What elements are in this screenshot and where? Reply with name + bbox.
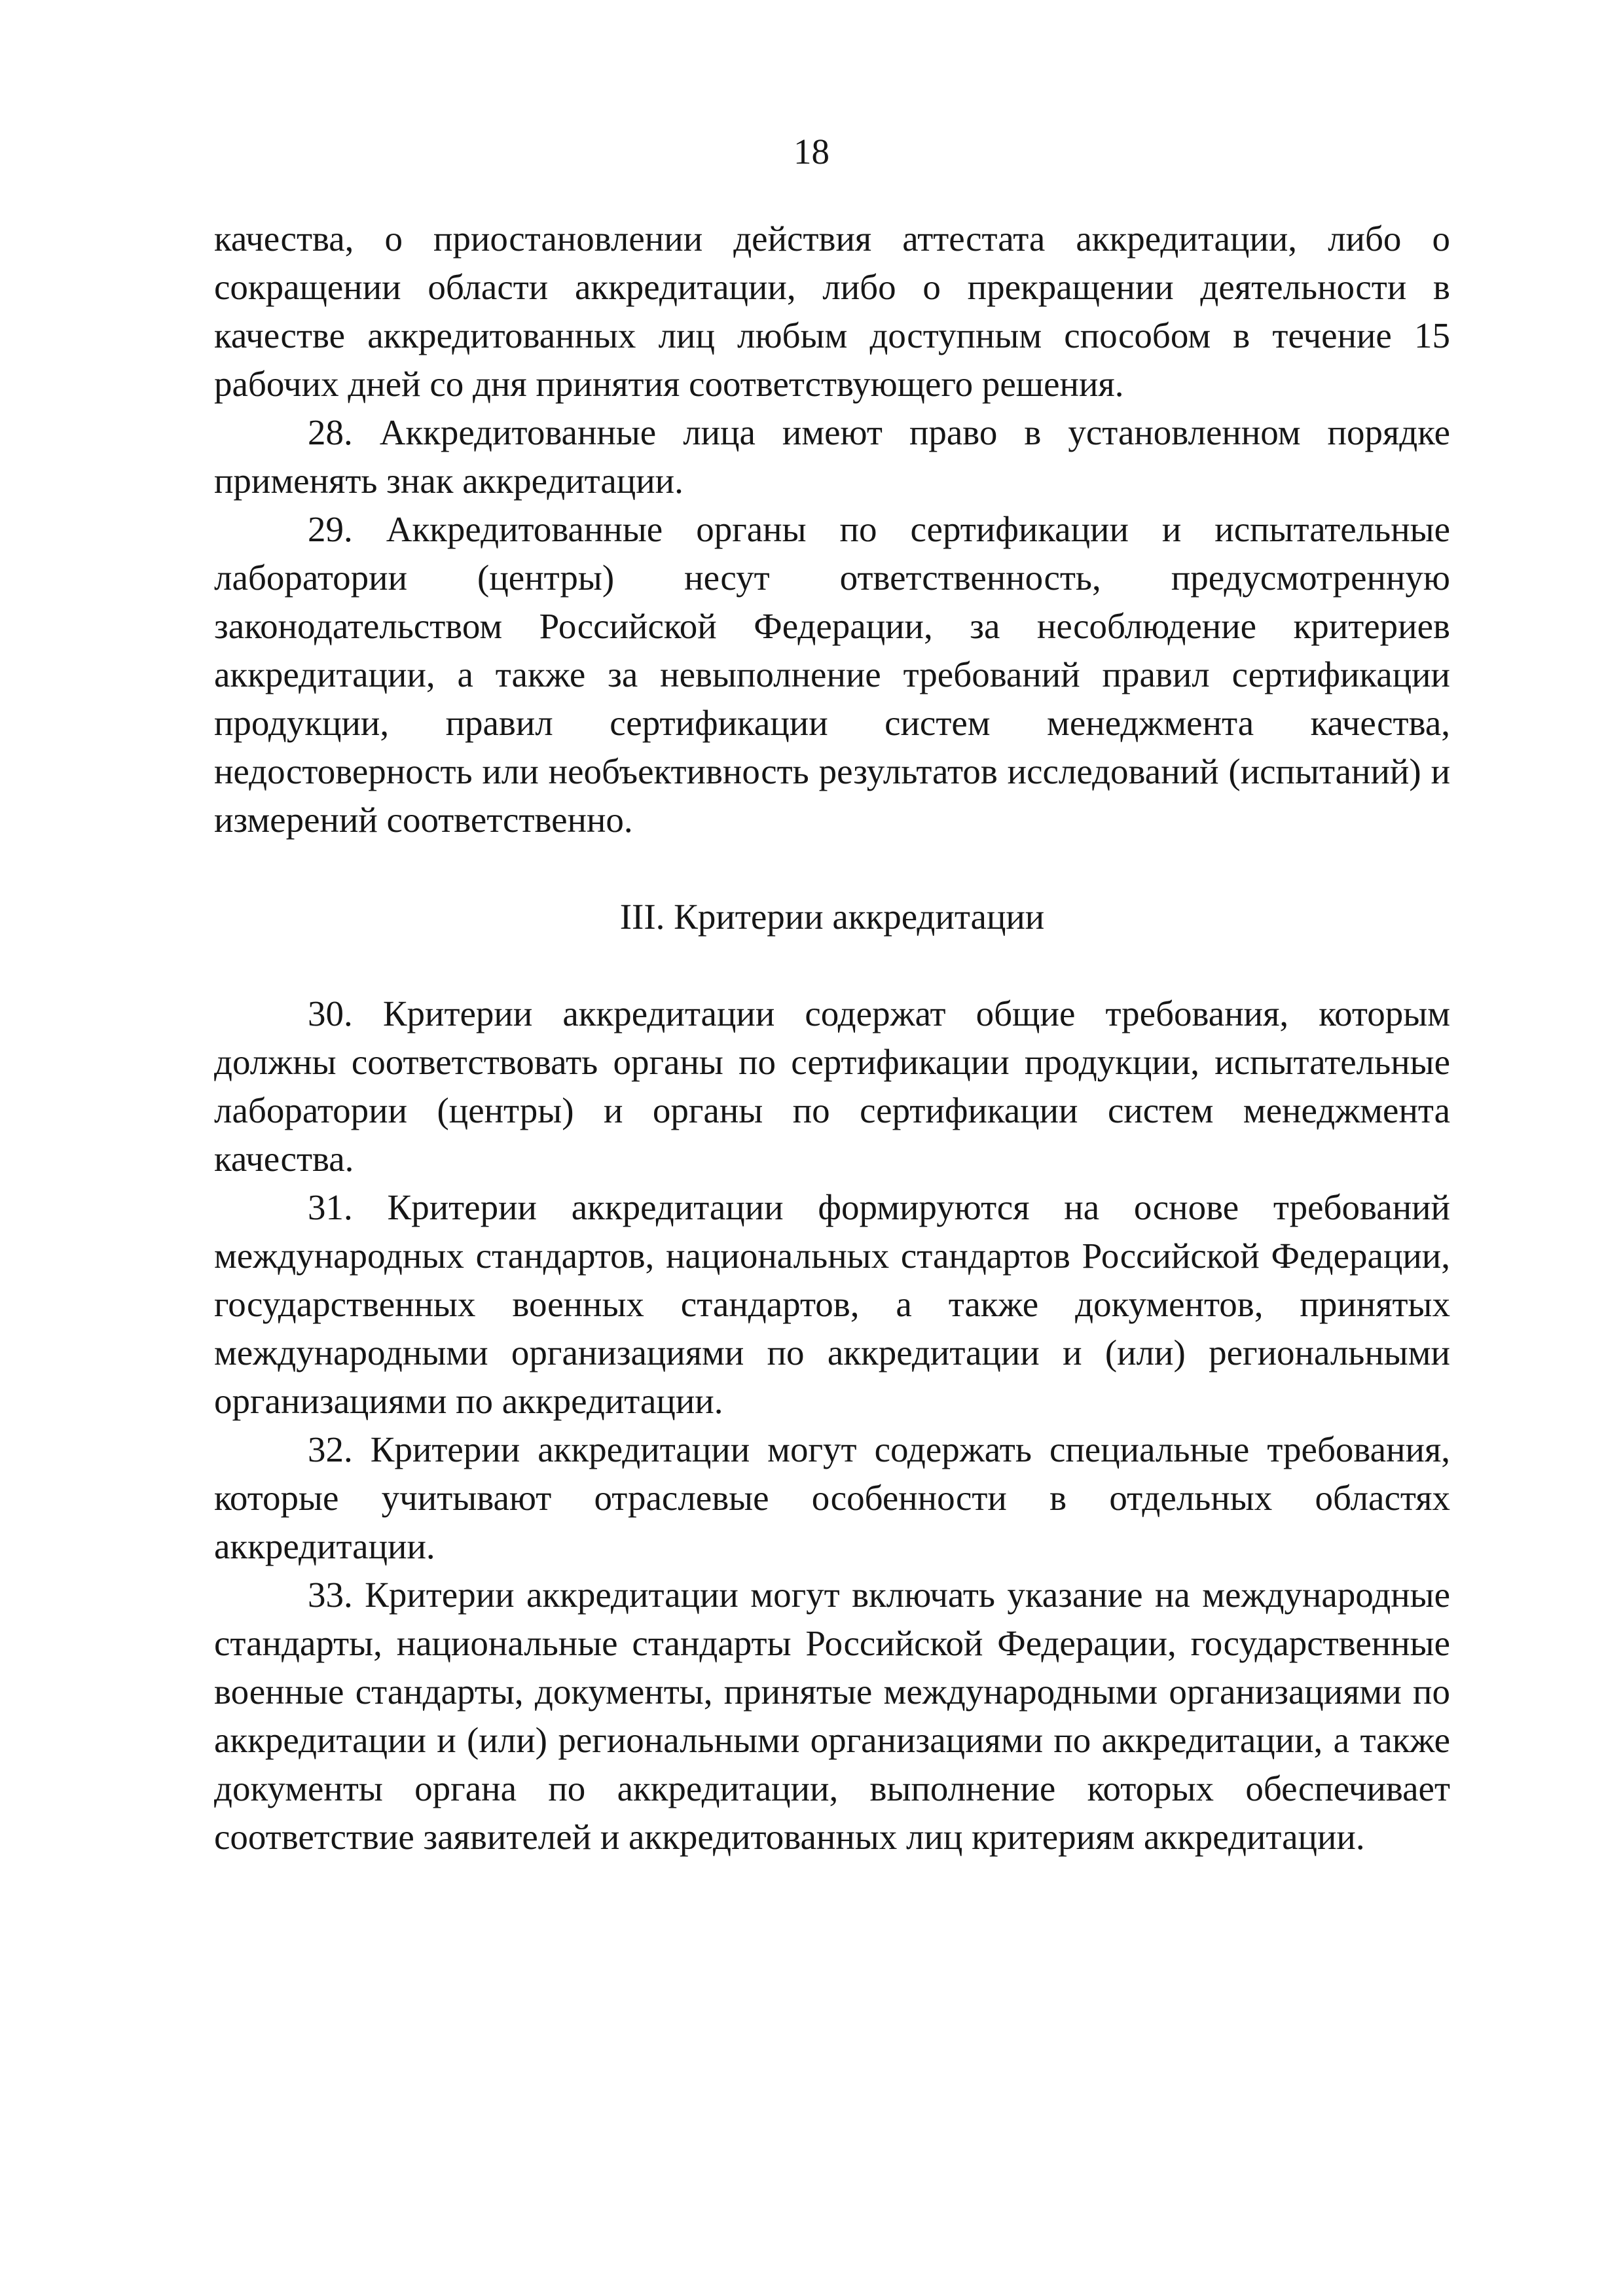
page-number: 18 bbox=[793, 132, 830, 171]
paragraph-28: 28. Аккредитованные лица имеют право в установленном порядке применять знак аккредитации. bbox=[214, 412, 1450, 501]
document-body bbox=[214, 215, 1450, 1861]
paragraph-29: 29. Аккредитованные органы по сертификации и испытательные лаборатории (центры) несут ответственность, предусмотренную законодательством Российской Федерации, за несоблюдение критериев аккредитации, а также за невыполнение требований правил сертификации продукции, правил сертификации систем менеджмента качества, недостоверность или необъективность результатов исследований (испытаний) и измерений соответственно. bbox=[214, 509, 1450, 840]
paragraph-continuation: качества, о приостановлении действия аттестата аккредитации, либо о сокращении области аккредитации, либо о прекращении деятельности в качестве аккредитованных лиц любым доступным способом в течение 15 рабочих дней со дня принятия соответствующего решения. bbox=[214, 219, 1450, 404]
paragraph-32: 32. Критерии аккредитации могут содержать специальные требования, которые учитывают отраслевые особенности в отдельных областях аккредитации. bbox=[214, 1429, 1450, 1566]
paragraph-31: 31. Критерии аккредитации формируются на основе требований международных стандартов, национальных стандартов Российской Федерации, государственных военных стандартов, а также документов, принятых международными организациями по аккредитации и (или) региональными организациями по аккредитации. bbox=[214, 1187, 1450, 1421]
paragraph-33: 33. Критерии аккредитации могут включать указание на международные стандарты, национальные стандарты Российской Федерации, государственные военные стандарты, документы, принятые международными организациями по аккредитации и (или) региональными организациями по аккредитации, а также документы органа по аккредитации, выполнение которых обеспечивает соответствие заявителей и аккредитованных лиц критериям аккредитации. bbox=[214, 1575, 1450, 1857]
section-heading: III. Критерии аккредитации bbox=[619, 897, 1045, 937]
paragraph-30: 30. Критерии аккредитации содержат общие требования, которым должны соответствовать органы по сертификации продукции, испытательные лаборатории (центры) и органы по сертификации систем менеджмента качества. bbox=[214, 994, 1450, 1179]
